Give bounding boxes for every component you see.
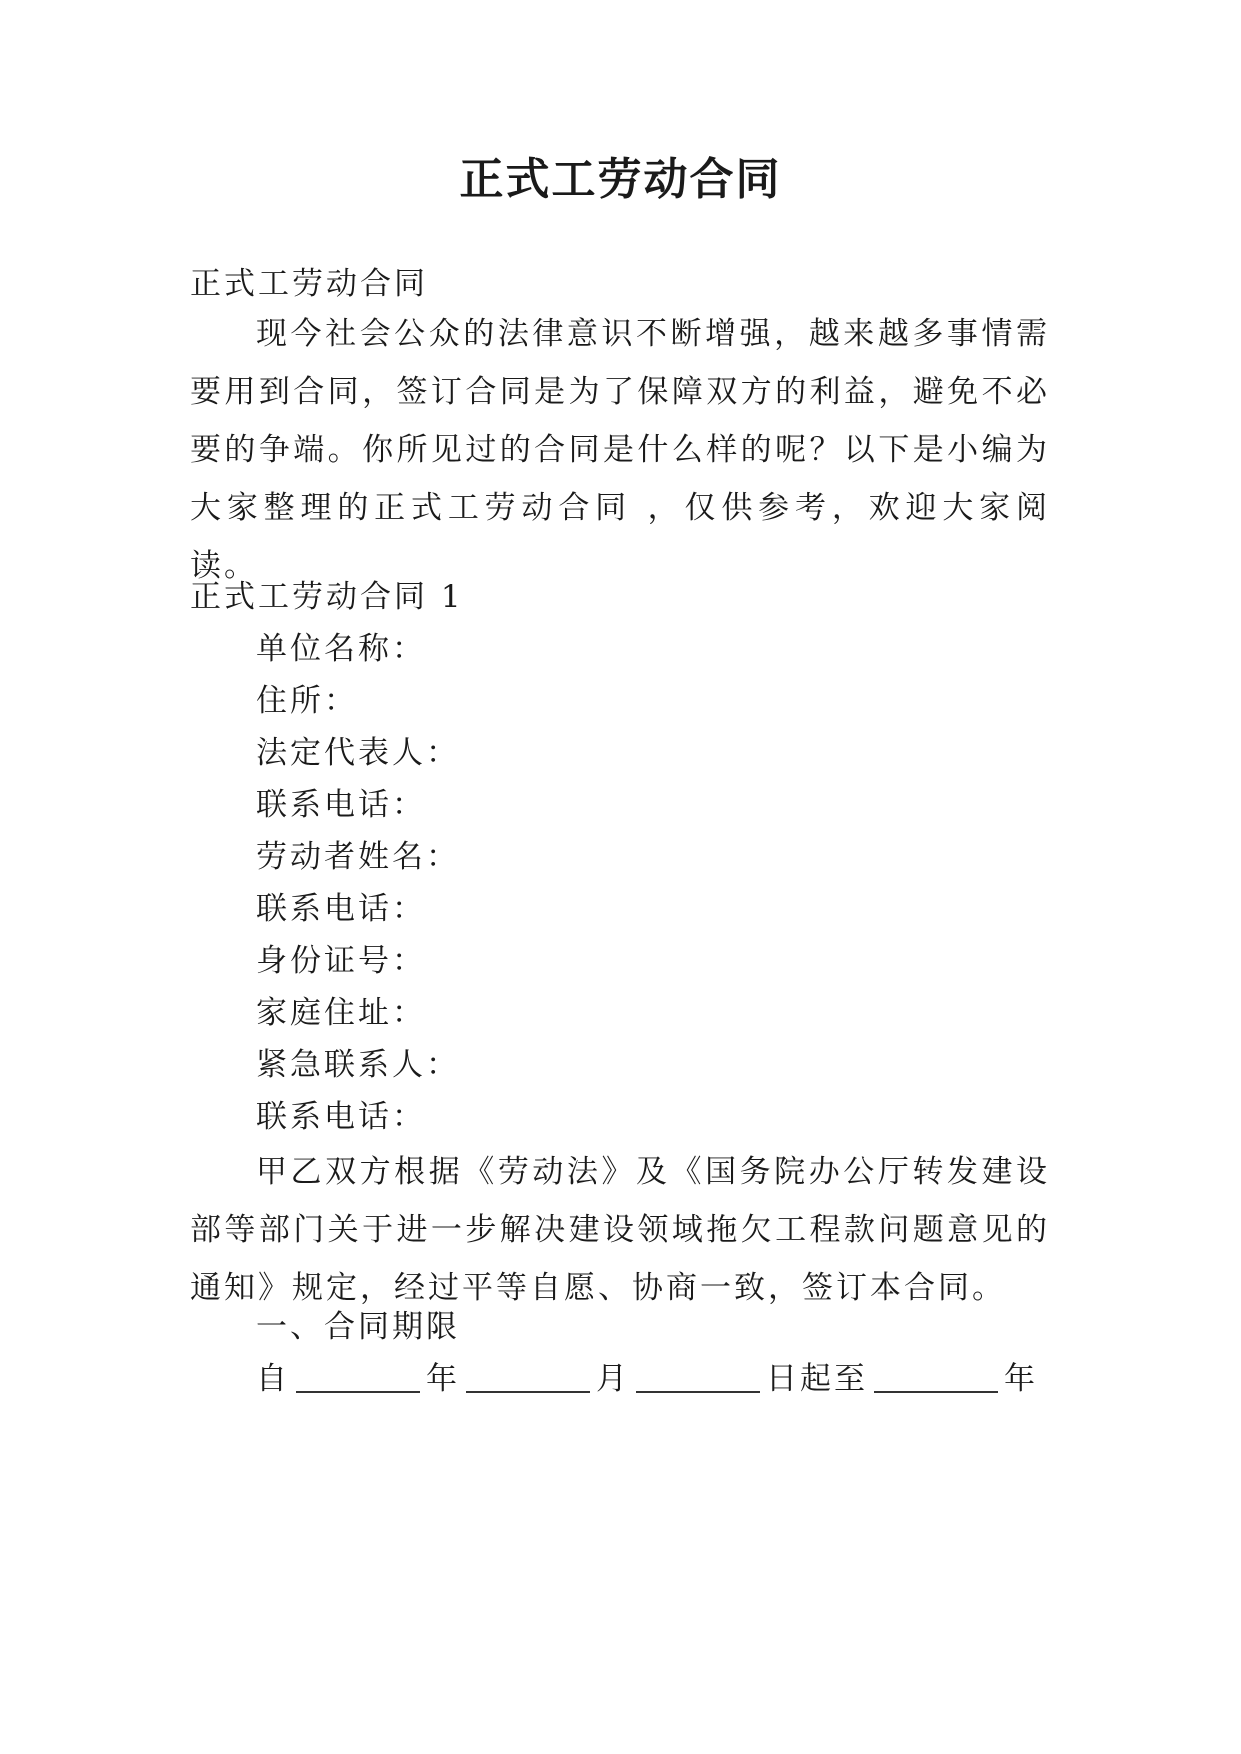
term-end-year-label: 年 bbox=[1004, 1361, 1038, 1397]
term-start-year-blank bbox=[296, 1361, 420, 1393]
intro-paragraph: 现今社会公众的法律意识不断增强，越来越多事情需要用到合同，签订合同是为了保障双方的利益，避免不必要的争端。你所见过的合同是什么样的呢？以下是小编为大家整理的正式工劳动合同 ，仅供参考，欢迎大家阅读。 bbox=[190, 316, 1050, 584]
field-home-address: 家庭住址： bbox=[256, 995, 426, 1031]
document-subtitle: 正式工劳动合同 bbox=[190, 266, 428, 302]
term-start-month-blank bbox=[466, 1361, 590, 1393]
term-year-label: 年 bbox=[426, 1361, 460, 1397]
field-id-number: 身份证号： bbox=[256, 943, 426, 979]
field-worker-phone: 联系电话： bbox=[256, 891, 426, 927]
field-address: 住所： bbox=[256, 683, 358, 719]
term-month-label: 月 bbox=[596, 1361, 630, 1397]
term-day-to-label: 日起至 bbox=[766, 1361, 868, 1397]
term-end-year-blank bbox=[874, 1361, 998, 1393]
clause-1-heading: 一、合同期限 bbox=[256, 1309, 460, 1345]
term-start-day-blank bbox=[636, 1361, 760, 1393]
basis-paragraph: 甲乙双方根据《劳动法》及《国务院办公厅转发建设部等部门关于进一步解决建设领域拖欠工程款问题意见的通知》规定，经过平等自愿、协商一致，签订本合同。 bbox=[190, 1154, 1050, 1306]
contract-term-line bbox=[256, 1357, 1038, 1401]
field-worker-name: 劳动者姓名： bbox=[256, 839, 460, 875]
field-emergency-phone: 联系电话： bbox=[256, 1099, 426, 1135]
field-emergency-contact: 紧急联系人： bbox=[256, 1047, 460, 1083]
document-title: 正式工劳动合同 bbox=[459, 154, 782, 205]
field-company-phone: 联系电话： bbox=[256, 787, 426, 823]
field-legal-representative: 法定代表人： bbox=[256, 735, 460, 771]
term-from-label: 自 bbox=[256, 1361, 290, 1397]
section-heading: 正式工劳动合同 1 bbox=[190, 579, 464, 615]
field-company-name: 单位名称： bbox=[256, 631, 426, 667]
